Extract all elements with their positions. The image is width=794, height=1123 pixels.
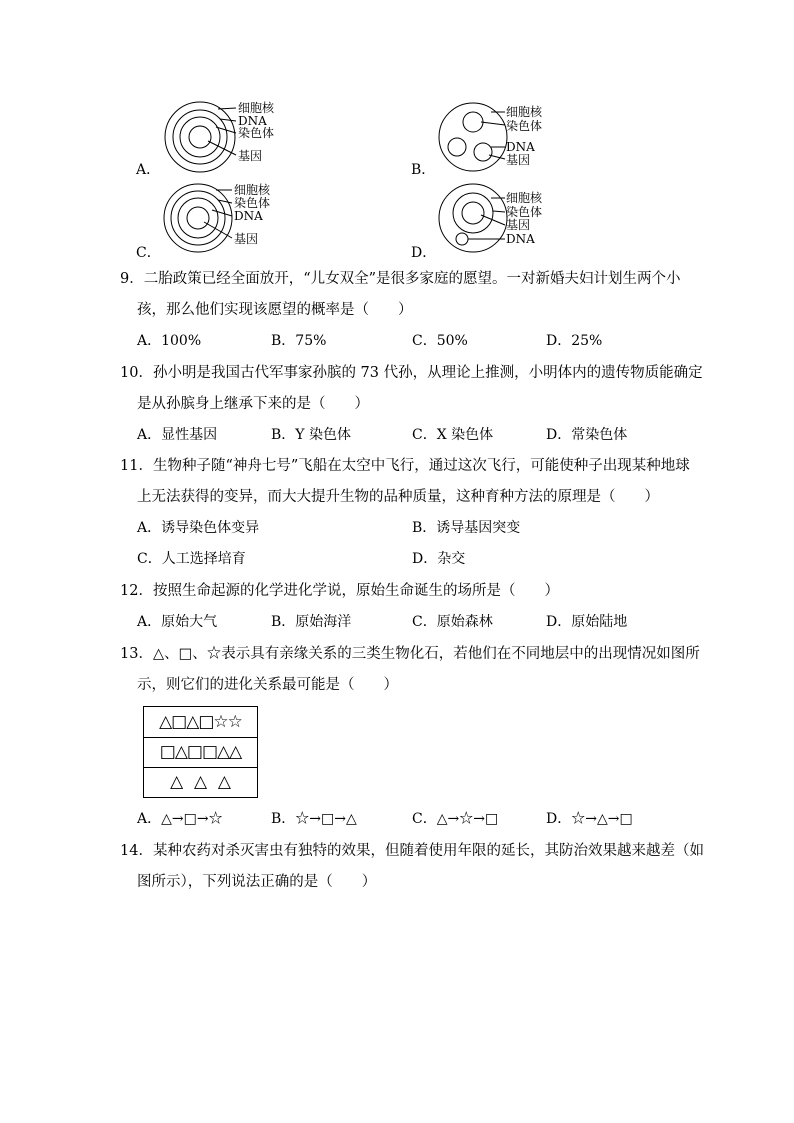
q8-option-b-letter: B． xyxy=(411,162,436,178)
q8a-label-2: DNA xyxy=(238,114,267,128)
q13-option-b[interactable]: B．☆→□→△ xyxy=(271,811,357,827)
q8-option-c-letter: C． xyxy=(136,245,161,261)
q8c-label-4: 基因 xyxy=(234,232,259,246)
q13-option-c[interactable]: C．△→☆→□ xyxy=(412,811,499,827)
q14-stem-line2: 图所示），下列说法正确的是（ ） xyxy=(137,874,377,890)
q11-option-a[interactable]: A．诱导染色体变异 xyxy=(137,520,260,536)
q13-stem-line2: 示，则它们的进化关系最可能是（ ） xyxy=(137,677,398,693)
q13-strata-table xyxy=(143,706,258,798)
q8-option-a[interactable] xyxy=(130,95,310,180)
q9-option-c[interactable]: C．50% xyxy=(412,333,468,349)
q8-option-b[interactable] xyxy=(405,95,585,180)
q10-option-c[interactable]: C．X 染色体 xyxy=(412,427,494,443)
q8-option-c[interactable] xyxy=(130,178,310,263)
q8b-label-1: 细胞核 xyxy=(506,105,543,119)
q13-option-d[interactable]: D．☆→△→□ xyxy=(546,811,633,827)
q8d-label-1: 细胞核 xyxy=(506,191,543,205)
q8d-label-4: DNA xyxy=(506,232,535,246)
q13-stratum-row: △□△□☆☆ xyxy=(144,707,257,738)
q8b-label-3: DNA xyxy=(506,140,535,154)
q10-option-a[interactable]: A．显性基因 xyxy=(137,427,218,443)
q11-stem-line2: 上无法获得的变异，而大大提升生物的品种质量，这种育种方法的原理是（ ） xyxy=(137,489,659,505)
q9-stem-line1: 9．二胎政策已经全面放开，“儿女双全”是很多家庭的愿望。一对新婚夫妇计划生两个小 xyxy=(120,271,681,287)
q11-option-d[interactable]: D．杂交 xyxy=(412,551,466,567)
q8-option-d-letter: D． xyxy=(411,245,437,261)
q11-option-b[interactable]: B．诱导基因突变 xyxy=(412,520,521,536)
q8a-label-1: 细胞核 xyxy=(238,101,275,115)
q8c-label-1: 细胞核 xyxy=(234,183,271,197)
q8a-label-3: 染色体 xyxy=(238,126,275,140)
q8-option-a-letter: A． xyxy=(136,162,161,178)
q11-option-c[interactable]: C．人工选择培育 xyxy=(137,551,246,567)
q13-option-a[interactable]: A．△→□→☆ xyxy=(137,811,223,827)
q12-option-b[interactable]: B．原始海洋 xyxy=(271,614,352,630)
q10-option-d[interactable]: D．常染色体 xyxy=(546,427,628,443)
q9-stem-line2: 孩，那么他们实现该愿望的概率是（ ） xyxy=(137,302,413,318)
q9-option-d[interactable]: D．25% xyxy=(546,333,603,349)
q13-stratum-row: □△□□△△ xyxy=(144,737,257,768)
q13-stem-line1: 13．△、□、☆表示具有亲缘关系的三类生物化石，若他们在不同地层中的出现情况如图所 xyxy=(120,646,700,662)
q8c-label-3: DNA xyxy=(234,209,263,223)
q8-option-d[interactable] xyxy=(405,178,585,263)
q8b-label-4: 基因 xyxy=(506,153,531,167)
q12-option-c[interactable]: C．原始森林 xyxy=(412,614,493,630)
q12-option-d[interactable]: D．原始陆地 xyxy=(546,614,628,630)
q13-stratum-row: △ △ △ xyxy=(170,772,231,792)
q10-stem-line2: 是从孙膑身上继承下来的是（ ） xyxy=(137,396,369,412)
q8a-label-4: 基因 xyxy=(238,149,263,163)
q14-stem-line1: 14．某种农药对杀灭害虫有独特的效果，但随着使用年限的延长，其防治效果越来越差（如 xyxy=(120,843,704,859)
q8b-label-2: 染色体 xyxy=(506,119,543,133)
q10-option-b[interactable]: B．Y 染色体 xyxy=(271,427,351,443)
q9-option-b[interactable]: B．75% xyxy=(271,333,327,349)
q12-stem-line1: 12．按照生命起源的化学进化学说，原始生命诞生的场所是（ ） xyxy=(120,583,559,599)
q12-option-a[interactable]: A．原始大气 xyxy=(137,614,218,630)
q9-option-a[interactable]: A．100% xyxy=(137,333,202,349)
q10-stem-line1: 10．孙小明是我国古代军事家孙膑的 73 代孙，从理论上推测，小明体内的遗传物质能确定 xyxy=(120,365,703,381)
q8d-label-2: 染色体 xyxy=(506,205,543,219)
q8c-label-2: 染色体 xyxy=(234,196,271,210)
q8d-label-3: 基因 xyxy=(506,218,531,232)
q11-stem-line1: 11．生物种子随“神舟七号”飞船在太空中飞行，通过这次飞行，可能使种子出现某种地球 xyxy=(120,458,690,474)
